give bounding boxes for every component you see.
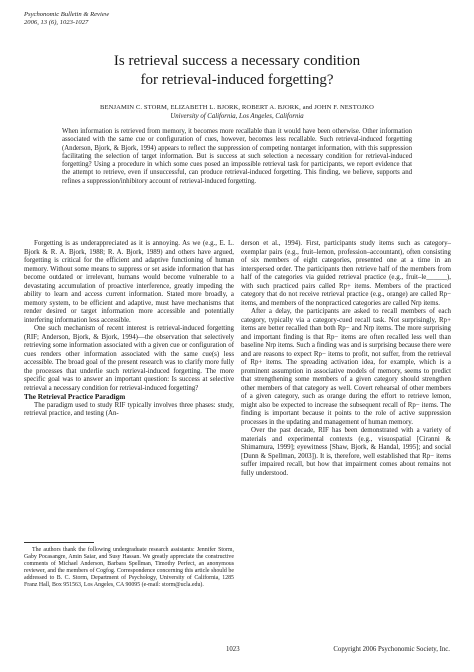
affiliation: University of California, Los Angeles, California bbox=[170, 113, 304, 120]
author-note bbox=[24, 542, 234, 589]
author-note-text: The authors thank the following undergraduate research assistants: Jennifer Storm, Gaby Pocasangre, Amin Saiar, and Susy Hassan. We greatly appreciate the constructive comments of Michael Anderson, Barbara Spellman, Timothy Perfect, an anonymous reviewer, and the members of Cogfog. Correspondence concerning this article should be addressed to B. C. Storm, Department of Psychology, University of California, 1285 Franz Hall, Box 951563, Los Angeles, CA 90095 (e-mail: storm@ucla.edu). bbox=[24, 547, 234, 588]
left-paragraph-3: The paradigm used to study RIF typically involves three phases: study, retrieval practice, and testing (An- bbox=[24, 401, 234, 417]
article-title bbox=[0, 52, 474, 90]
footnote-rule bbox=[24, 542, 94, 543]
left-paragraph-1: Forgetting is as underappreciated as it is annoying. As we (e.g., E. L. Bjork & R. A. Bjork, 1988; R. A. Bjork, 1989) and others have argued, forgetting is critical for the efficient and adaptive functioning of human memory. Without some means to suppress or set aside information that has become outdated or irrelevant, humans would become vulnerable to a devastating accumulation of proactive interference, greatly impeding the ability to learn and access current information. Stated more broadly, a memory system, to be efficient and adaptive, must have mechanisms that render desired or target information more accessible and potentially interfering information less accessible. bbox=[24, 240, 234, 324]
right-paragraph-3: Over the past decade, RIF has been demonstrated with a variety of materials and experimental contexts (e.g., visuospatial [Ciranni & Shimamura, 1999]; eyewitness [Shaw, Bjork, & Handal, 1995]; and social [Dunn & Spellman, 2003]). It is, therefore, well established that Rp− items suffer impaired recall, but how that impairment comes about remains not fully understood. bbox=[241, 427, 451, 477]
right-paragraph-1: derson et al., 1994). First, participants study items such as category–exemplar pairs (e.g., fruit–lemon, profession–accountant), often consisting of six members of eight categories, presented one at a time in an interspersed order. The participants then retrieve half of the members from half of the categories via guided retrieval practice (e.g., fruit–le______), with such practiced pairs called Rp+ items. Members of the practiced category that do not receive retrieval practice (e.g., orange) are called Rp− items, and members of the nonpracticed categories are called Nrp items. bbox=[241, 240, 451, 307]
right-paragraph-2: After a delay, the participants are asked to recall members of each category, typically via a category-cued recall task. Not surprisingly, Rp+ items are better recalled than both Rp− and Nrp items. The more surprising and important finding is that Rp− items are often recalled less well than baseline Nrp items. Such a finding was and is surprising because there were and are reasons to expect Rp− items to profit, not suffer, from the retrieval of Rp+ items. The spreading activation idea, for example, which is a prominent assumption in associative models of memory, seems to predict that strengthening some members of a given category should strengthen other members of that category as well. Covert rehearsal of other members of a given category, such as orange during the effort to retrieve lemon, might also be expected to increase the subsequent recall of Rp− items. The finding is important because it points to the role of active suppression processes in the updating and management of human memory. bbox=[241, 308, 451, 426]
journal-volume: 2006, 13 (6), 1023-1027 bbox=[24, 19, 89, 26]
journal-header bbox=[24, 11, 109, 27]
left-column bbox=[24, 240, 234, 419]
section-heading: The Retrieval Practice Paradigm bbox=[24, 393, 126, 401]
abstract: When information is retrieved from memory, it becomes more recallable than it would have been otherwise. Other information associated with the same cue or configuration of cues, however, becomes less recallable. Such retrieval-induced forgetting (Anderson, Bjork, & Bjork, 1994) appears to reflect the suppression of competing nontarget information, with this suppression facilitating the selection of target information. But is success at such selection a necessary condition for retrieval-induced forgetting? Using a procedure in which some cues posed an impossible retrieval task for participants, we report evidence that the attempt to retrieve, even if unsuccessful, can produce retrieval-induced forgetting. This finding, we believe, supports and refines a suppression/inhibitory account of retrieval-induced forgetting. bbox=[62, 128, 412, 185]
title-line-2: for retrieval-induced forgetting? bbox=[140, 72, 334, 88]
left-paragraph-2: One such mechanism of recent interest is retrieval-induced forgetting (RIF; Anderson, Bjork, & Bjork, 1994)—the observation that selectively retrieving some information associated with a given cue or configuration of cues renders other information associated with the same cue(s) less accessible. The broad goal of the present research was to clarify more fully the processes that underlie such retrieval-induced forgetting. The more specific goal was to answer an important question: Is success at selective retrieval a necessary condition for retrieval-induced forgetting? bbox=[24, 325, 234, 392]
right-column bbox=[241, 240, 451, 478]
title-line-1: Is retrieval success a necessary condition bbox=[113, 53, 361, 69]
journal-name: Psychonomic Bulletin & Review bbox=[24, 11, 110, 18]
copyright-notice: Copyright 2006 Psychonomic Society, Inc. bbox=[333, 646, 450, 653]
page-number: 1023 bbox=[226, 646, 240, 653]
author-list: BENJAMIN C. STORM, ELIZABETH L. BJORK, ROBERT A. BJORK, and JOHN F. NESTOJKO bbox=[100, 104, 374, 111]
